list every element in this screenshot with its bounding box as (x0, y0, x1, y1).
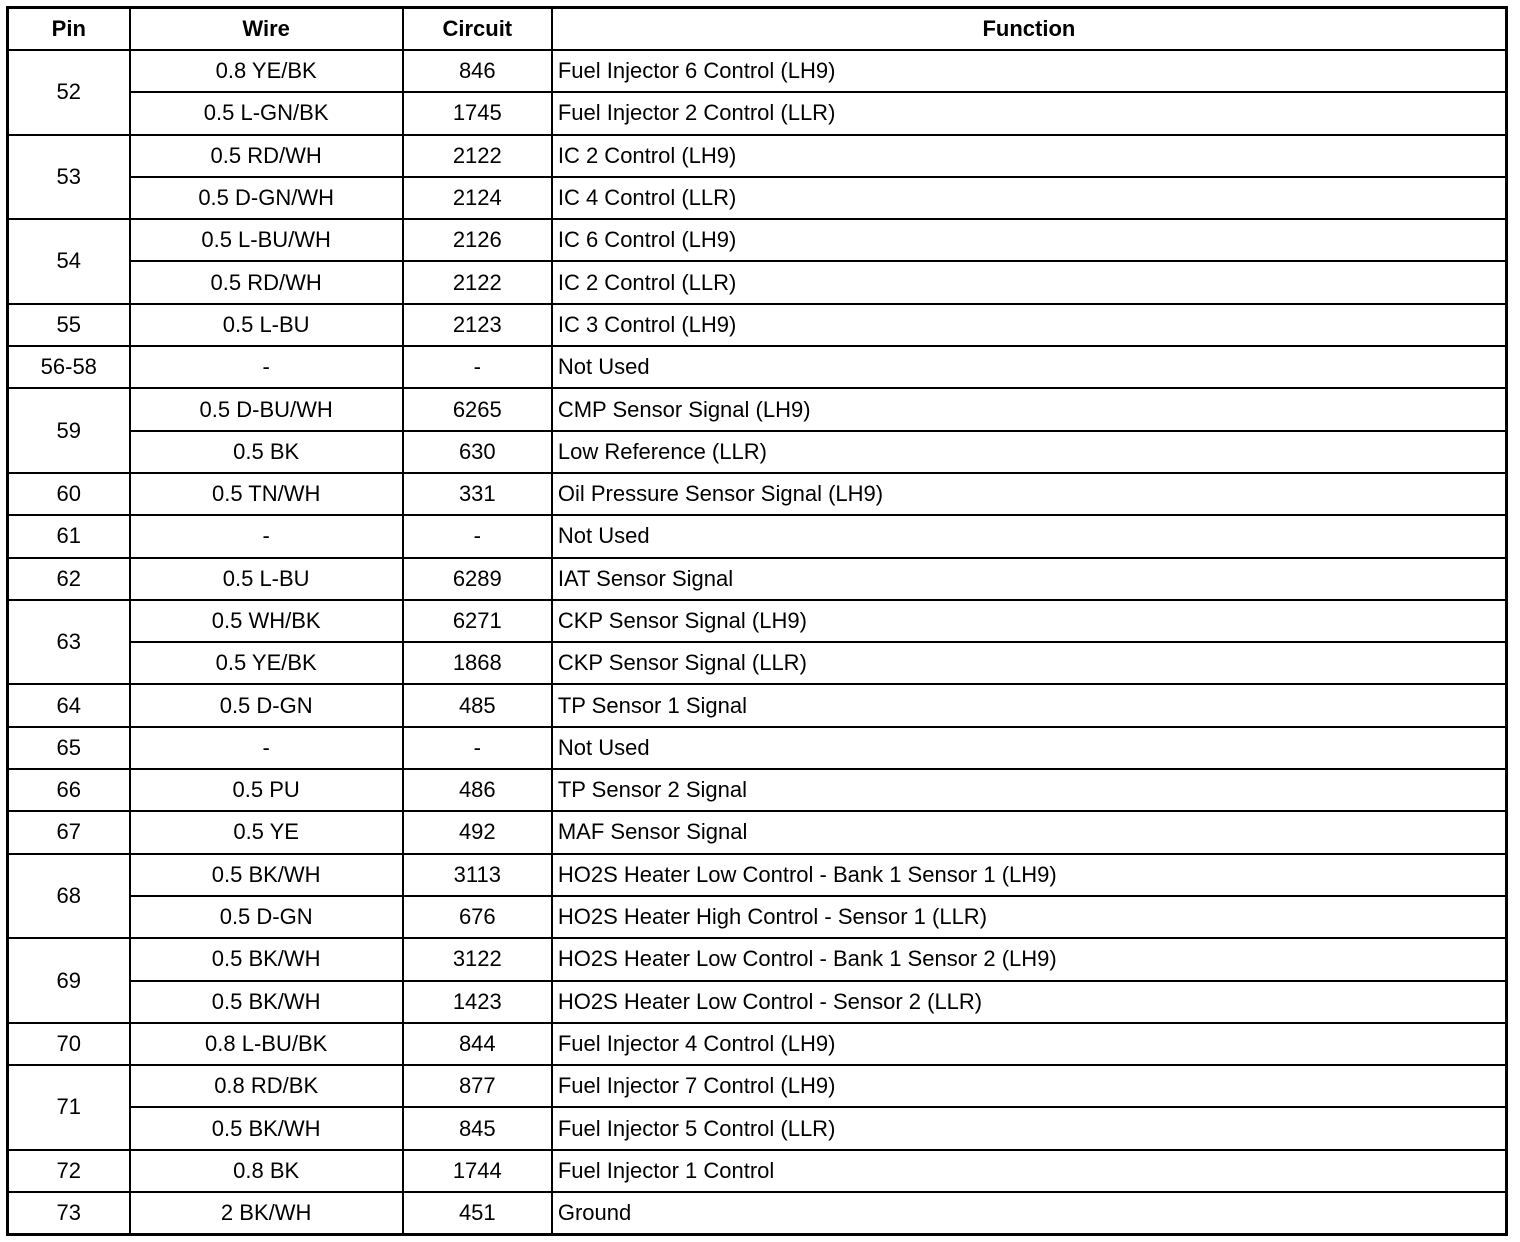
table-row (8, 727, 1507, 769)
wire-cell: 0.8 BK (130, 1150, 403, 1192)
table-row (8, 431, 1507, 473)
pin-cell: 72 (8, 1150, 130, 1192)
circuit-cell: 331 (403, 473, 552, 515)
wire-cell: - (130, 727, 403, 769)
table-row (8, 473, 1507, 515)
function-cell: IAT Sensor Signal (552, 558, 1507, 600)
circuit-cell: - (403, 727, 552, 769)
function-cell: Fuel Injector 6 Control (LH9) (552, 50, 1507, 92)
table-header (8, 8, 1507, 51)
table-row (8, 1023, 1507, 1065)
circuit-cell: 846 (403, 50, 552, 92)
pin-cell: 68 (8, 854, 130, 939)
wire-cell: 0.5 D-BU/WH (130, 388, 403, 430)
function-cell: Ground (552, 1192, 1507, 1235)
function-cell: IC 6 Control (LH9) (552, 219, 1507, 261)
pin-cell: 73 (8, 1192, 130, 1235)
pin-cell: 56-58 (8, 346, 130, 388)
table-row (8, 642, 1507, 684)
wire-cell: 0.5 D-GN/WH (130, 177, 403, 219)
circuit-cell: 451 (403, 1192, 552, 1235)
pin-cell: 59 (8, 388, 130, 473)
pin-cell: 61 (8, 515, 130, 557)
wire-cell: 0.5 TN/WH (130, 473, 403, 515)
circuit-cell: 1423 (403, 981, 552, 1023)
function-cell: TP Sensor 1 Signal (552, 684, 1507, 726)
function-cell: IC 3 Control (LH9) (552, 304, 1507, 346)
function-cell: Low Reference (LLR) (552, 431, 1507, 473)
wire-cell: 0.5 L-BU (130, 558, 403, 600)
pin-cell: 70 (8, 1023, 130, 1065)
pin-cell: 52 (8, 50, 130, 135)
circuit-cell: 2122 (403, 135, 552, 177)
table-row (8, 1192, 1507, 1235)
wire-cell: 0.5 BK/WH (130, 1107, 403, 1149)
function-cell: HO2S Heater Low Control - Bank 1 Sensor 2 (LH9) (552, 938, 1507, 980)
wire-cell: 0.5 RD/WH (130, 261, 403, 303)
table-row (8, 261, 1507, 303)
table-row (8, 1065, 1507, 1107)
function-cell: IC 4 Control (LLR) (552, 177, 1507, 219)
pin-cell: 66 (8, 769, 130, 811)
wire-cell: 0.8 YE/BK (130, 50, 403, 92)
table-row (8, 50, 1507, 92)
circuit-cell: 485 (403, 684, 552, 726)
function-cell: IC 2 Control (LLR) (552, 261, 1507, 303)
wire-cell: 0.5 L-BU/WH (130, 219, 403, 261)
function-cell: MAF Sensor Signal (552, 811, 1507, 853)
circuit-cell: 1745 (403, 92, 552, 134)
circuit-cell: 844 (403, 1023, 552, 1065)
circuit-cell: 2123 (403, 304, 552, 346)
circuit-cell: 2126 (403, 219, 552, 261)
connector-pinout-table (6, 6, 1508, 1236)
pin-cell: 67 (8, 811, 130, 853)
column-header-pin: Pin (8, 8, 130, 51)
wire-cell: 0.5 BK/WH (130, 854, 403, 896)
wire-cell: 0.5 YE/BK (130, 642, 403, 684)
table-row (8, 938, 1507, 980)
wire-cell: 0.5 L-GN/BK (130, 92, 403, 134)
circuit-cell: - (403, 346, 552, 388)
function-cell: Fuel Injector 7 Control (LH9) (552, 1065, 1507, 1107)
table-row (8, 346, 1507, 388)
function-cell: Not Used (552, 346, 1507, 388)
wire-cell: - (130, 346, 403, 388)
pin-cell: 62 (8, 558, 130, 600)
table-body (8, 50, 1507, 1235)
pin-cell: 71 (8, 1065, 130, 1150)
circuit-cell: 630 (403, 431, 552, 473)
wire-cell: 0.5 D-GN (130, 684, 403, 726)
column-header-circuit: Circuit (403, 8, 552, 51)
circuit-cell: 486 (403, 769, 552, 811)
table-row (8, 1150, 1507, 1192)
pin-cell: 64 (8, 684, 130, 726)
function-cell: Fuel Injector 2 Control (LLR) (552, 92, 1507, 134)
pin-cell: 55 (8, 304, 130, 346)
wire-cell: 0.5 WH/BK (130, 600, 403, 642)
function-cell: Not Used (552, 727, 1507, 769)
table-row (8, 515, 1507, 557)
function-cell: HO2S Heater High Control - Sensor 1 (LLR) (552, 896, 1507, 938)
function-cell: Fuel Injector 5 Control (LLR) (552, 1107, 1507, 1149)
circuit-cell: 1868 (403, 642, 552, 684)
circuit-cell: - (403, 515, 552, 557)
column-header-wire: Wire (130, 8, 403, 51)
wire-cell: 0.5 D-GN (130, 896, 403, 938)
table-row (8, 684, 1507, 726)
table-row (8, 304, 1507, 346)
wire-cell: 0.5 YE (130, 811, 403, 853)
table-row (8, 981, 1507, 1023)
wire-cell: 0.5 BK/WH (130, 981, 403, 1023)
pin-cell: 63 (8, 600, 130, 685)
circuit-cell: 2122 (403, 261, 552, 303)
wire-cell: 0.5 PU (130, 769, 403, 811)
table-row (8, 600, 1507, 642)
function-cell: CKP Sensor Signal (LLR) (552, 642, 1507, 684)
column-header-function: Function (552, 8, 1507, 51)
function-cell: IC 2 Control (LH9) (552, 135, 1507, 177)
circuit-cell: 1744 (403, 1150, 552, 1192)
table-row (8, 854, 1507, 896)
header-row (8, 8, 1507, 51)
function-cell: Oil Pressure Sensor Signal (LH9) (552, 473, 1507, 515)
wire-cell: 0.8 L-BU/BK (130, 1023, 403, 1065)
table-row (8, 92, 1507, 134)
pin-cell: 65 (8, 727, 130, 769)
table-row (8, 388, 1507, 430)
function-cell: Not Used (552, 515, 1507, 557)
table-row (8, 896, 1507, 938)
wire-cell: 0.5 BK/WH (130, 938, 403, 980)
table-row (8, 1107, 1507, 1149)
table-row (8, 558, 1507, 600)
function-cell: HO2S Heater Low Control - Sensor 2 (LLR) (552, 981, 1507, 1023)
function-cell: Fuel Injector 4 Control (LH9) (552, 1023, 1507, 1065)
wire-cell: 0.8 RD/BK (130, 1065, 403, 1107)
function-cell: HO2S Heater Low Control - Bank 1 Sensor 1 (LH9) (552, 854, 1507, 896)
circuit-cell: 6265 (403, 388, 552, 430)
circuit-cell: 877 (403, 1065, 552, 1107)
function-cell: CMP Sensor Signal (LH9) (552, 388, 1507, 430)
table-row (8, 135, 1507, 177)
circuit-cell: 492 (403, 811, 552, 853)
wire-cell: 2 BK/WH (130, 1192, 403, 1235)
function-cell: CKP Sensor Signal (LH9) (552, 600, 1507, 642)
function-cell: Fuel Injector 1 Control (552, 1150, 1507, 1192)
circuit-cell: 676 (403, 896, 552, 938)
wire-cell: 0.5 L-BU (130, 304, 403, 346)
wire-cell: 0.5 RD/WH (130, 135, 403, 177)
pin-cell: 60 (8, 473, 130, 515)
circuit-cell: 3113 (403, 854, 552, 896)
table-row (8, 219, 1507, 261)
wire-cell: 0.5 BK (130, 431, 403, 473)
pin-cell: 54 (8, 219, 130, 304)
table-row (8, 177, 1507, 219)
circuit-cell: 845 (403, 1107, 552, 1149)
pin-cell: 69 (8, 938, 130, 1023)
pin-cell: 53 (8, 135, 130, 220)
circuit-cell: 6271 (403, 600, 552, 642)
wire-cell: - (130, 515, 403, 557)
circuit-cell: 3122 (403, 938, 552, 980)
function-cell: TP Sensor 2 Signal (552, 769, 1507, 811)
circuit-cell: 2124 (403, 177, 552, 219)
table-row (8, 769, 1507, 811)
circuit-cell: 6289 (403, 558, 552, 600)
table-row (8, 811, 1507, 853)
